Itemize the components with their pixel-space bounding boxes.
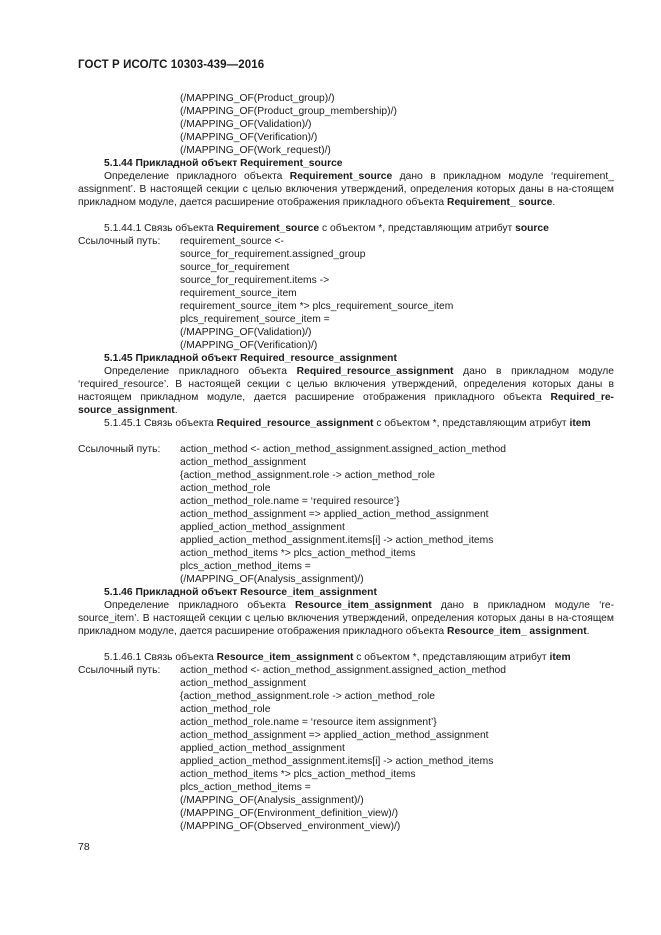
reference-path-label: Ссылочный путь:	[78, 236, 161, 247]
path-line: (/MAPPING_OF(Environment_definition_view)/)	[180, 808, 399, 819]
path-line: action_method_role	[180, 483, 271, 494]
section-heading-5-1-45: 5.1.45 Прикладной объект Required_resource_assignment	[104, 353, 397, 364]
path-line: requirement_source <-	[180, 236, 284, 247]
path-line: action_method_assignment => applied_action_method_assignment	[180, 509, 489, 520]
path-line: action_method_role	[180, 704, 271, 715]
mapping-line: (/MAPPING_OF(Verification)/)	[180, 132, 318, 143]
reference-path-label: Ссылочный путь:	[78, 665, 161, 676]
path-line: action_method_assignment	[180, 678, 306, 689]
mapping-line: (/MAPPING_OF(Product_group)/)	[180, 93, 335, 104]
definition-paragraph-5-1-46: Определение прикладного объекта Resource_item_assignment дано в прикладном модуле ‘re-source_item’. В настоящей секции с целью включения утверждений, определения которых даны в на-стоящем прикладном модуле, дается расширение отображения прикладного объекта Resource_item_ assignment.	[78, 600, 614, 637]
mapping-line: (/MAPPING_OF(Product_group_membership)/)	[180, 106, 397, 117]
subsection-5-1-44-1: 5.1.44.1 Связь объекта Requirement_source с объектом *, представляющим атрибут source	[104, 223, 549, 234]
path-line: action_method <- action_method_assignment.assigned_action_method	[180, 665, 506, 676]
path-line: applied_action_method_assignment	[180, 743, 345, 754]
path-line: action_method_assignment => applied_action_method_assignment	[180, 730, 489, 741]
path-line: (/MAPPING_OF(Validation)/)	[180, 327, 312, 338]
path-line: (/MAPPING_OF(Analysis_assignment)/)	[180, 574, 364, 585]
path-line: requirement_source_item *> plcs_requirement_source_item	[180, 301, 454, 312]
path-line: {action_method_assignment.role -> action_method_role	[180, 470, 436, 481]
reference-path-label: Ссылочный путь:	[78, 444, 161, 455]
section-heading-5-1-44: 5.1.44 Прикладной объект Requirement_source	[104, 158, 343, 169]
subsection-5-1-45-1: 5.1.45.1 Связь объекта Required_resource_assignment с объектом *, представляющим атрибут item	[104, 418, 591, 429]
path-line: action_method_items *> plcs_action_method_items	[180, 769, 416, 780]
definition-paragraph-5-1-45: Определение прикладного объекта Required_resource_assignment дано в прикладном модуле ‘required_resource’. В настоящей секции с целью включения утверждений, определения которых даны в настоящем прикладном модуле, дается расширение отображения прикладного объекта Required_re-source_assignment.	[78, 366, 614, 416]
path-line: applied_action_method_assignment	[180, 522, 345, 533]
path-line: action_method <- action_method_assignment.assigned_action_method	[180, 444, 506, 455]
path-line: applied_action_method_assignment.items[i] -> action_method_items	[180, 756, 494, 767]
path-line: action_method_items *> plcs_action_method_items	[180, 548, 416, 559]
definition-paragraph-5-1-44: Определение прикладного объекта Requirement_source дано в прикладном модуле ‘requirement_ assignment’. В настоящей секции с целью включения утверждений, определения которых даны в на-стоящем прикладном модуле, дается расширение отображения прикладного объекта Requirement_ source.	[78, 171, 614, 208]
path-line: source_for_requirement.assigned_group	[180, 249, 366, 260]
path-line: (/MAPPING_OF(Analysis_assignment)/)	[180, 795, 364, 806]
path-line: plcs_requirement_source_item =	[180, 314, 330, 325]
page-number: 78	[78, 841, 90, 853]
path-line: plcs_action_method_items =	[180, 782, 311, 793]
path-line: (/MAPPING_OF(Observed_environment_view)/)	[180, 821, 401, 832]
path-line: action_method_assignment	[180, 457, 306, 468]
path-line: source_for_requirement.items ->	[180, 275, 330, 286]
path-line: applied_action_method_assignment.items[i] -> action_method_items	[180, 535, 494, 546]
mapping-line: (/MAPPING_OF(Work_request)/)	[180, 145, 331, 156]
document-header: ГОСТ Р ИСО/ТС 10303-439—2016	[78, 59, 265, 71]
subsection-5-1-46-1: 5.1.46.1 Связь объекта Resource_item_assignment с объектом *, представляющим атрибут item	[104, 652, 571, 663]
path-line: plcs_action_method_items =	[180, 561, 311, 572]
path-line: {action_method_assignment.role -> action_method_role	[180, 691, 436, 702]
path-line: action_method_role.name = ‘required resource’}	[180, 496, 400, 507]
section-heading-5-1-46: 5.1.46 Прикладной объект Resource_item_assignment	[104, 587, 377, 598]
path-line: action_method_role.name = ‘resource item assignment’}	[180, 717, 437, 728]
path-line: source_for_requirement	[180, 262, 290, 273]
path-line: requirement_source_item	[180, 288, 297, 299]
path-line: (/MAPPING_OF(Verification)/)	[180, 340, 318, 351]
mapping-line: (/MAPPING_OF(Validation)/)	[180, 119, 312, 130]
